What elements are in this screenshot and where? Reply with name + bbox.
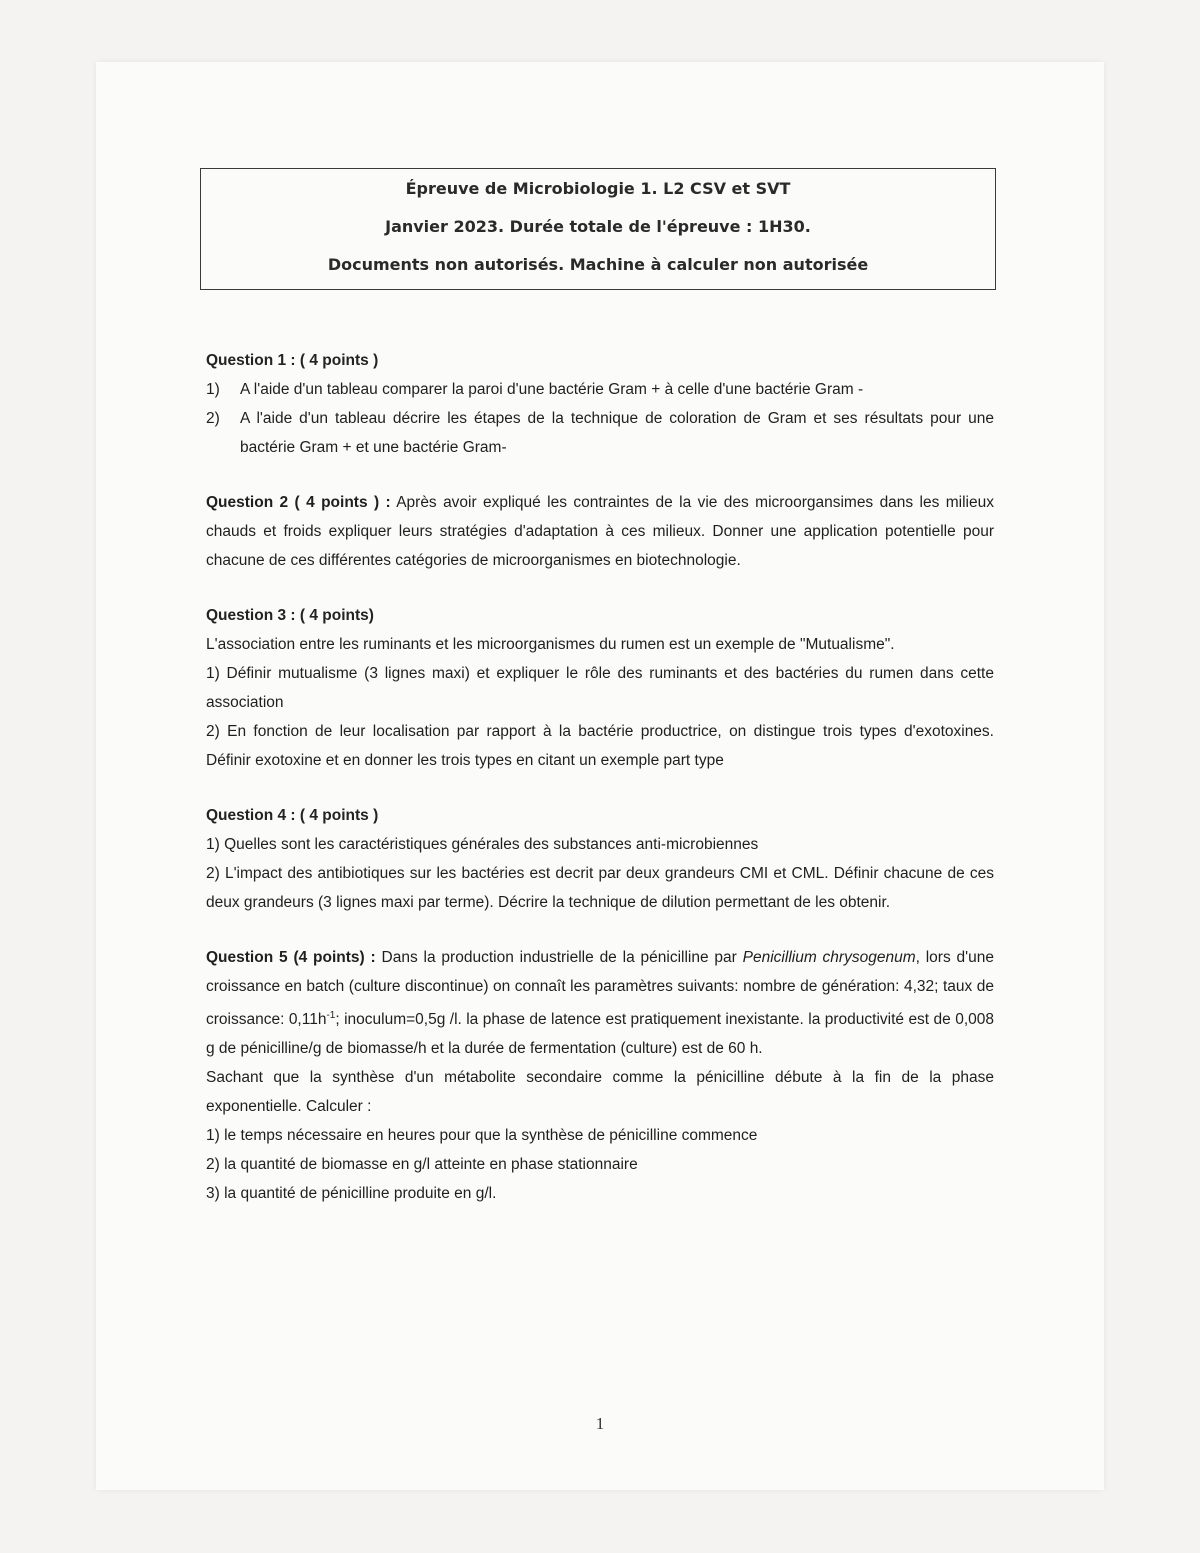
- exam-date-duration: Janvier 2023. Durée totale de l'épreuve : 1H30.: [385, 217, 811, 236]
- page-number: 1: [595, 1414, 605, 1433]
- question-5-statement: [206, 943, 994, 1063]
- unit-exponent: -1: [326, 1010, 336, 1021]
- list-item: [206, 404, 994, 462]
- question-4-part-2: 2) L'impact des antibiotiques sur les bactéries est decrit par deux grandeurs CMI et CML. Définir chacune de ces deux grandeurs (3 lignes maxi par terme). Décrire la technique de dilution permettant de les obtenir.: [206, 865, 994, 911]
- organism-name: Penicillium chrysogenum: [742, 949, 916, 966]
- question-5-title: Question 5 (4 points) :: [206, 949, 376, 966]
- exam-questions: [206, 346, 994, 1226]
- question-4-title: Question 4 : ( 4 points ): [206, 807, 379, 824]
- question-1-title: Question 1 : ( 4 points ): [206, 352, 379, 369]
- question-3-intro: L'association entre les ruminants et les microorganismes du rumen est un exemple de "Mutualisme".: [206, 636, 895, 653]
- exam-header-box: [200, 168, 996, 290]
- question-3-title: Question 3 : ( 4 points): [206, 607, 374, 624]
- question-4: [206, 801, 994, 917]
- list-item: 3) la quantité de pénicilline produite en g/l.: [206, 1185, 497, 1203]
- question-2-text: Après avoir expliqué les contraintes de la vie des microorgansimes dans les milieux chauds et froids expliquer leurs stratégies d'adaptation à ces milieux. Donner une application potentielle pour chacune de ces différentes catégories de microorganismes en biotechnologie.: [206, 494, 994, 569]
- question-5: [206, 943, 994, 1208]
- question-4-part-1: 1) Quelles sont les caractéristiques générales des substances anti-microbiennes: [206, 836, 759, 853]
- question-5-text-c: ; inoculum=0,5g /l. la phase de latence est pratiquement inexistante. la productivité est de 0,008 g de pénicilline/g de biomasse/h et la durée de fermentation (culture) est de 60 h.: [206, 1011, 994, 1058]
- question-1: [206, 346, 994, 462]
- item-number: 2): [206, 410, 220, 427]
- item-text: A l'aide d'un tableau comparer la paroi d'une bactérie Gram + à celle d'une bactérie Gram -: [240, 381, 864, 398]
- exam-title: Épreuve de Microbiologie 1. L2 CSV et SVT: [405, 179, 791, 198]
- question-3: [206, 601, 994, 775]
- question-2-title: Question 2 ( 4 points ) :: [206, 494, 391, 511]
- question-3-part-1: 1) Définir mutualisme (3 lignes maxi) et expliquer le rôle des ruminants et des bactéries du rumen dans cette association: [206, 665, 994, 711]
- exam-rules: Documents non autorisés. Machine à calculer non autorisée: [327, 255, 869, 274]
- list-item: 2) la quantité de biomasse en g/l atteinte en phase stationnaire: [206, 1156, 638, 1174]
- list-item: [206, 375, 994, 404]
- item-text: A l'aide d'un tableau décrire les étapes de la technique de coloration de Gram et ses résultats pour une bactérie Gram + et une bactérie Gram-: [240, 410, 994, 456]
- question-5-text-b: , lors d'une croissance en batch (culture discontinue) on connaît les paramètres suivants: nombre de génération: 4,32; taux de croissance: 0,11h: [206, 949, 994, 1029]
- list-item: 1) le temps nécessaire en heures pour que la synthèse de pénicilline commence: [206, 1127, 758, 1145]
- question-5-intro: Sachant que la synthèse d'un métabolite secondaire comme la pénicilline débute à la fin de la phase exponentielle. Calculer :: [206, 1069, 994, 1116]
- item-number: 1): [206, 381, 220, 398]
- question-5-text-a: Dans la production industrielle de la pénicilline par: [375, 949, 743, 966]
- question-3-part-2: 2) En fonction de leur localisation par rapport à la bactérie productrice, on distingue trois types d'exotoxines. Définir exotoxine et en donner les trois types en citant un exemple part type: [206, 723, 994, 769]
- question-2: [206, 488, 994, 575]
